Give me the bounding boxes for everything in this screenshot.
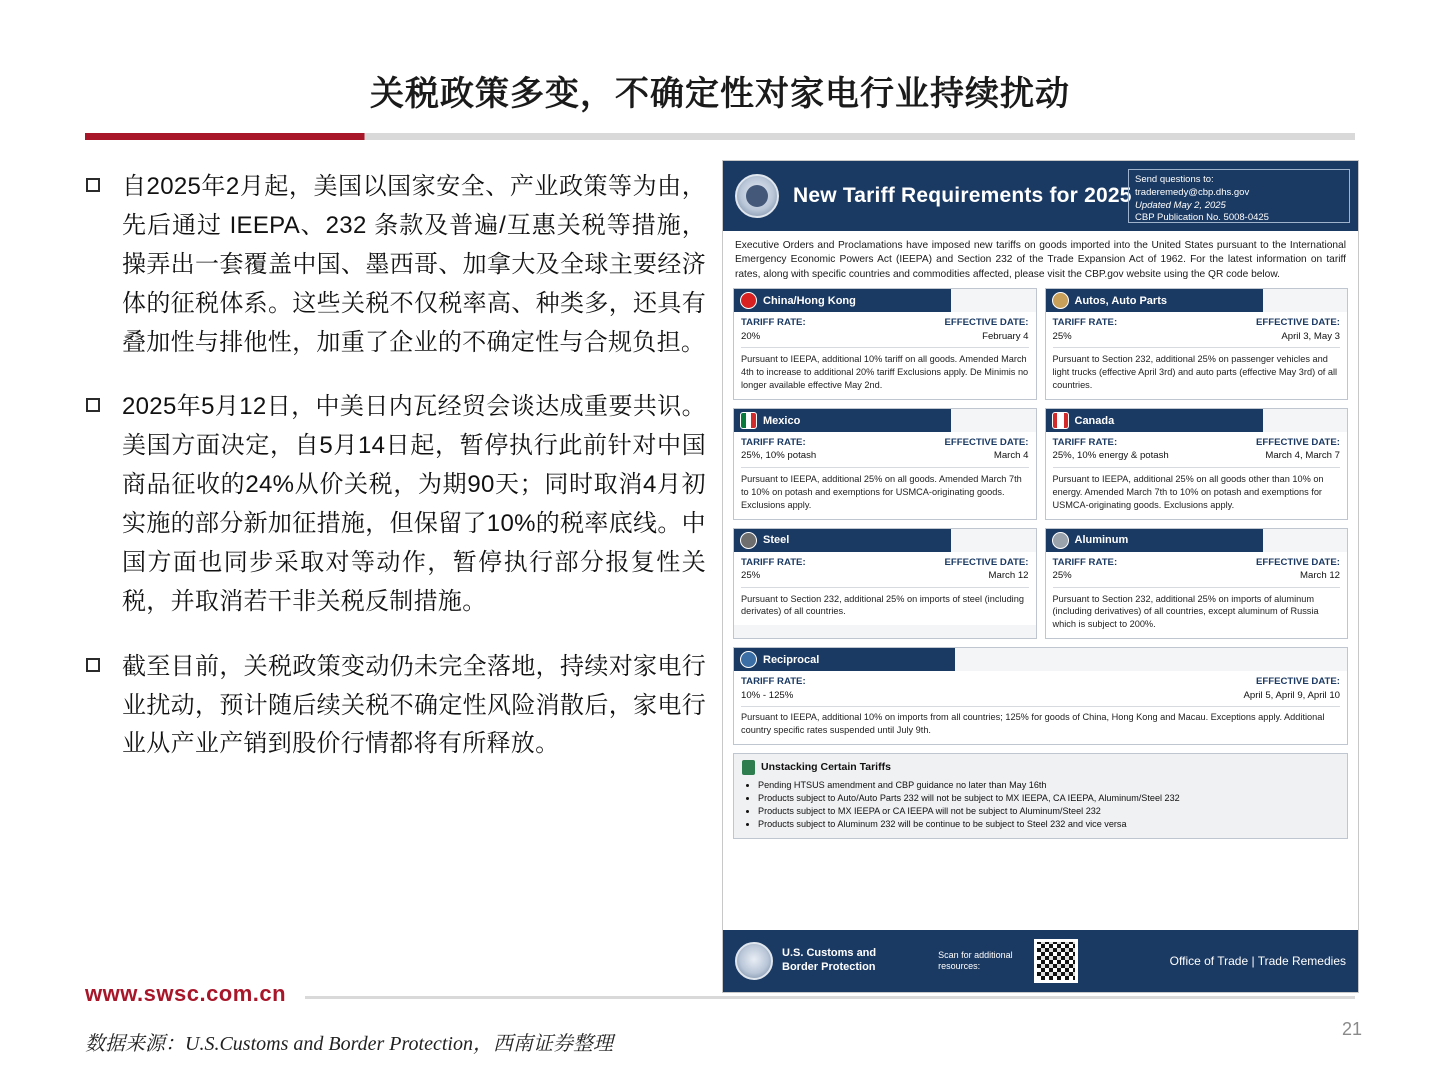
- tariff-card-autos: [1045, 288, 1349, 400]
- rate-row: [741, 437, 1029, 468]
- effective-date-value: March 12: [1300, 570, 1340, 582]
- card-title: China/Hong Kong: [763, 294, 856, 307]
- office-label: Office of Trade | Trade Remedies: [1169, 954, 1346, 968]
- unstacking-list: [742, 779, 1339, 832]
- agency-line-2: Border Protection: [782, 961, 876, 973]
- bullet-marker-icon: [86, 658, 100, 672]
- list-item: [86, 648, 706, 765]
- effective-date-block: [1243, 676, 1340, 702]
- tariff-rate-label: TARIFF RATE:: [1052, 317, 1118, 329]
- tariff-rate-label: TARIFF RATE:: [741, 556, 806, 568]
- scan-line-2: resources:: [938, 961, 981, 971]
- card-body: [1046, 432, 1348, 519]
- rate-row: [741, 317, 1029, 348]
- effective-date-value: February 4: [982, 330, 1029, 342]
- aluminum-icon: [1052, 532, 1069, 549]
- unstacking-header: [742, 760, 1339, 775]
- card-title: Reciprocal: [763, 653, 820, 666]
- card-title: Aluminum: [1074, 534, 1129, 547]
- tariff-rate-label: TARIFF RATE:: [741, 317, 806, 329]
- tariff-rate-value: 25%, 10% potash: [741, 450, 817, 462]
- card-body: [734, 312, 1036, 399]
- card-header: [1046, 289, 1263, 312]
- bullet-marker-icon: [86, 398, 100, 412]
- contact-line1: Send questions to:: [1135, 174, 1214, 185]
- card-note: Pursuant to IEEPA, additional 10% on imports from all countries; 125% for goods of China, Hong Kong and Macau. Exceptions apply. Additional country specific rates suspended until July 9th.: [741, 712, 1325, 735]
- card-note: Pursuant to IEEPA, additional 25% on all goods other than 10% on energy. Amended March 7th to 10% on potash and exemptions for USMCA-originating goods. Exclusions apply.: [1052, 473, 1324, 510]
- tariff-infographic: [722, 160, 1359, 993]
- list-item: [86, 168, 706, 362]
- effective-date-label: EFFECTIVE DATE:: [1255, 556, 1340, 568]
- list-item: • Products subject to Aluminum 232 will be continue to be subject to Steel 232 and vice versa: [758, 818, 1339, 831]
- qr-code-icon: [1034, 939, 1078, 983]
- card-note: Pursuant to IEEPA, additional 25% on all goods. Amended March 7th to 10% on potash and exemptions for USMCA-originating goods. Exclusions apply.: [741, 473, 1022, 510]
- rate-row: [1053, 437, 1341, 468]
- reciprocal-icon: [740, 651, 757, 668]
- effective-date-value: March 12: [988, 570, 1029, 582]
- card-title: Mexico: [763, 414, 801, 427]
- agency-line-1: U.S. Customs and: [782, 947, 877, 960]
- canada-flag-icon: [1052, 412, 1069, 429]
- bullet-text: 自2025年2月起，美国以国家安全、产业政策等为由，先后通过 IEEPA、232 条款及普遍/互惠关税等措施，操弄出一套覆盖中国、墨西哥、加拿大及全球主要经济体的征税体系。这些关税不仅税率高、种类多，还具有叠加性与排他性，加重了企业的不确定性与合规负担。: [122, 173, 706, 356]
- tariff-card-canada: [1045, 408, 1349, 520]
- mexico-flag-icon: [740, 412, 757, 429]
- effective-date-value: March 4: [993, 450, 1029, 462]
- bullet-list: [86, 168, 706, 790]
- card-note: Pursuant to IEEPA, additional 10% tariff on all goods. Amended March 4th to increase to additional 20% tariff Exclusions apply. De Minimis no longer available effective May 2nd.: [741, 354, 1029, 391]
- tariff-rate-value: 25%: [1052, 330, 1072, 342]
- effective-date-label: EFFECTIVE DATE:: [944, 437, 1029, 449]
- title-divider: [85, 133, 1355, 140]
- scan-line-1: Scan for additional: [938, 949, 1013, 960]
- tariff-rate-block: [741, 437, 816, 463]
- bullet-text: 2025年5月12日，中美日内瓦经贸会谈达成重要共识。美国方面决定，自5月14日起，暂停执行此前针对中国商品征收的24%从价关税，为期90天；同时取消4月初实施的部分新加征措施，但保留了10%的税率底线。中国方面也同步采取对等动作，暂停执行部分报复性关税，并取消若干非关税反制措施。: [122, 393, 706, 615]
- tariff-rate-block: [1053, 437, 1169, 463]
- contact-updated: Updated May 2, 2025: [1135, 199, 1226, 211]
- effective-date-value: March 4, March 7: [1265, 450, 1340, 462]
- company-website: www.swsc.com.cn: [85, 981, 287, 1006]
- tariff-card-aluminum: [1045, 528, 1349, 640]
- card-title: Canada: [1074, 414, 1115, 427]
- tariff-rate-label: TARIFF RATE:: [741, 437, 806, 449]
- tariff-rate-label: TARIFF RATE:: [1052, 437, 1118, 449]
- effective-date-block: [1256, 557, 1340, 583]
- tariff-rate-block: [741, 317, 806, 343]
- rate-row: [741, 676, 1340, 707]
- page-title: 关税政策多变，不确定性对家电行业持续扰动: [370, 75, 1070, 113]
- card-title: Steel: [763, 534, 790, 547]
- card-title: Autos, Auto Parts: [1074, 294, 1167, 307]
- effective-date-block: [944, 557, 1028, 583]
- tariff-rate-value: 25%: [1052, 570, 1072, 582]
- bullet-marker-icon: [86, 178, 100, 192]
- tariff-rate-value: 20%: [741, 330, 761, 342]
- card-header: [1046, 529, 1263, 552]
- tariff-card-reciprocal: [733, 647, 1348, 745]
- effective-date-value: April 5, April 9, April 10: [1243, 689, 1340, 701]
- scan-label: [938, 950, 1030, 973]
- card-note: Pursuant to Section 232, additional 25% on imports of aluminum (including derivatives) of all countries, except aluminum of Russia which is subject to 200%.: [1052, 593, 1319, 630]
- steel-icon: [740, 532, 757, 549]
- tariff-rate-block: [741, 557, 806, 583]
- list-item: [86, 388, 706, 621]
- card-header: [734, 409, 951, 432]
- bullet-text: 截至目前，关税政策变动仍未完全落地，持续对家电行业扰动，预计随后续关税不确定性风险消散后，家电行业从产业产销到股价行情都将有所释放。: [122, 652, 706, 758]
- infographic-intro: Executive Orders and Proclamations have imposed new tariffs on goods imported into the United States pursuant to the International Emergency Economic Powers Act (IEEPA) and Section 232 of the Trade Expansion Act of 1962. For the latest information on tariff rates, along with specific countries and commodities affected, please visit the CBP.gov website using the QR code below.: [735, 240, 1346, 280]
- cbp-seal-icon: [735, 942, 773, 980]
- effective-date-value: April 3, May 3: [1281, 330, 1340, 342]
- tariff-card-steel: [733, 528, 1037, 640]
- card-body: [1046, 552, 1348, 639]
- infographic-header: [723, 161, 1358, 231]
- tariff-rate-value: 25%, 10% energy & potash: [1052, 450, 1169, 462]
- rate-row: [741, 557, 1029, 588]
- rate-row: [1053, 317, 1341, 348]
- effective-date-block: [944, 437, 1028, 463]
- effective-date-block: [1256, 317, 1340, 343]
- list-item: • Pending HTSUS amendment and CBP guidance no later than May 16th: [758, 779, 1339, 792]
- card-note: Pursuant to Section 232, additional 25% on imports of steel (including derivates) of all countries.: [741, 593, 1024, 617]
- footer-divider: [305, 996, 1355, 999]
- tariff-rate-block: [1053, 317, 1118, 343]
- tariff-rate-block: [1053, 557, 1118, 583]
- tariff-rate-value: 25%: [741, 570, 761, 582]
- card-body: [734, 552, 1036, 626]
- contact-email: traderemedy@cbp.dhs.gov: [1135, 186, 1250, 198]
- autos-icon: [1052, 292, 1069, 309]
- card-header: [734, 529, 951, 552]
- tariff-rate-label: TARIFF RATE:: [741, 676, 806, 688]
- tariff-card-mexico: [733, 408, 1037, 520]
- tariff-card-china: [733, 288, 1037, 400]
- document-icon: [742, 760, 755, 775]
- card-body: [1046, 312, 1348, 399]
- rate-row: [1053, 557, 1341, 588]
- unstacking-title: Unstacking Certain Tariffs: [761, 761, 891, 774]
- effective-date-label: EFFECTIVE DATE:: [1255, 676, 1340, 688]
- card-body: [734, 671, 1347, 744]
- effective-date-label: EFFECTIVE DATE:: [1255, 317, 1340, 329]
- china-flag-icon: [740, 292, 757, 309]
- card-body: [734, 432, 1036, 519]
- effective-date-label: EFFECTIVE DATE:: [944, 317, 1029, 329]
- effective-date-block: [1256, 437, 1340, 463]
- card-header: [734, 648, 955, 671]
- agency-name: [782, 947, 876, 975]
- contact-box: [1128, 169, 1350, 223]
- unstacking-section: [733, 753, 1348, 839]
- card-header: [734, 289, 951, 312]
- cbp-seal-icon: [735, 174, 779, 218]
- effective-date-block: [944, 317, 1028, 343]
- list-item: • Products subject to Auto/Auto Parts 232 will not be subject to MX IEEPA, CA IEEPA, Aluminum/Steel 232: [758, 792, 1339, 805]
- tariff-rate-label: TARIFF RATE:: [1052, 556, 1118, 568]
- list-item: • Products subject to MX IEEPA or CA IEEPA will not be subject to Aluminum/Steel 232: [758, 805, 1339, 818]
- effective-date-label: EFFECTIVE DATE:: [944, 556, 1029, 568]
- effective-date-label: EFFECTIVE DATE:: [1255, 437, 1340, 449]
- card-header: [1046, 409, 1263, 432]
- infographic-title: New Tariff Requirements for 2025: [793, 184, 1132, 207]
- page-number: 21: [1341, 1019, 1362, 1039]
- tariff-rate-value: 10% - 125%: [741, 689, 794, 701]
- source-note: 数据来源：U.S.Customs and Border Protection，西南证券整理: [85, 1033, 613, 1055]
- card-note: Pursuant to Section 232, additional 25% on passenger vehicles and light trucks (effective April 3rd) and auto parts (effective May 3rd) of all countries.: [1052, 354, 1338, 391]
- tariff-rate-block: [741, 676, 806, 702]
- tariff-card-grid: [723, 286, 1358, 744]
- contact-publication: CBP Publication No. 5008-0425: [1135, 212, 1269, 224]
- infographic-footer: [723, 930, 1358, 992]
